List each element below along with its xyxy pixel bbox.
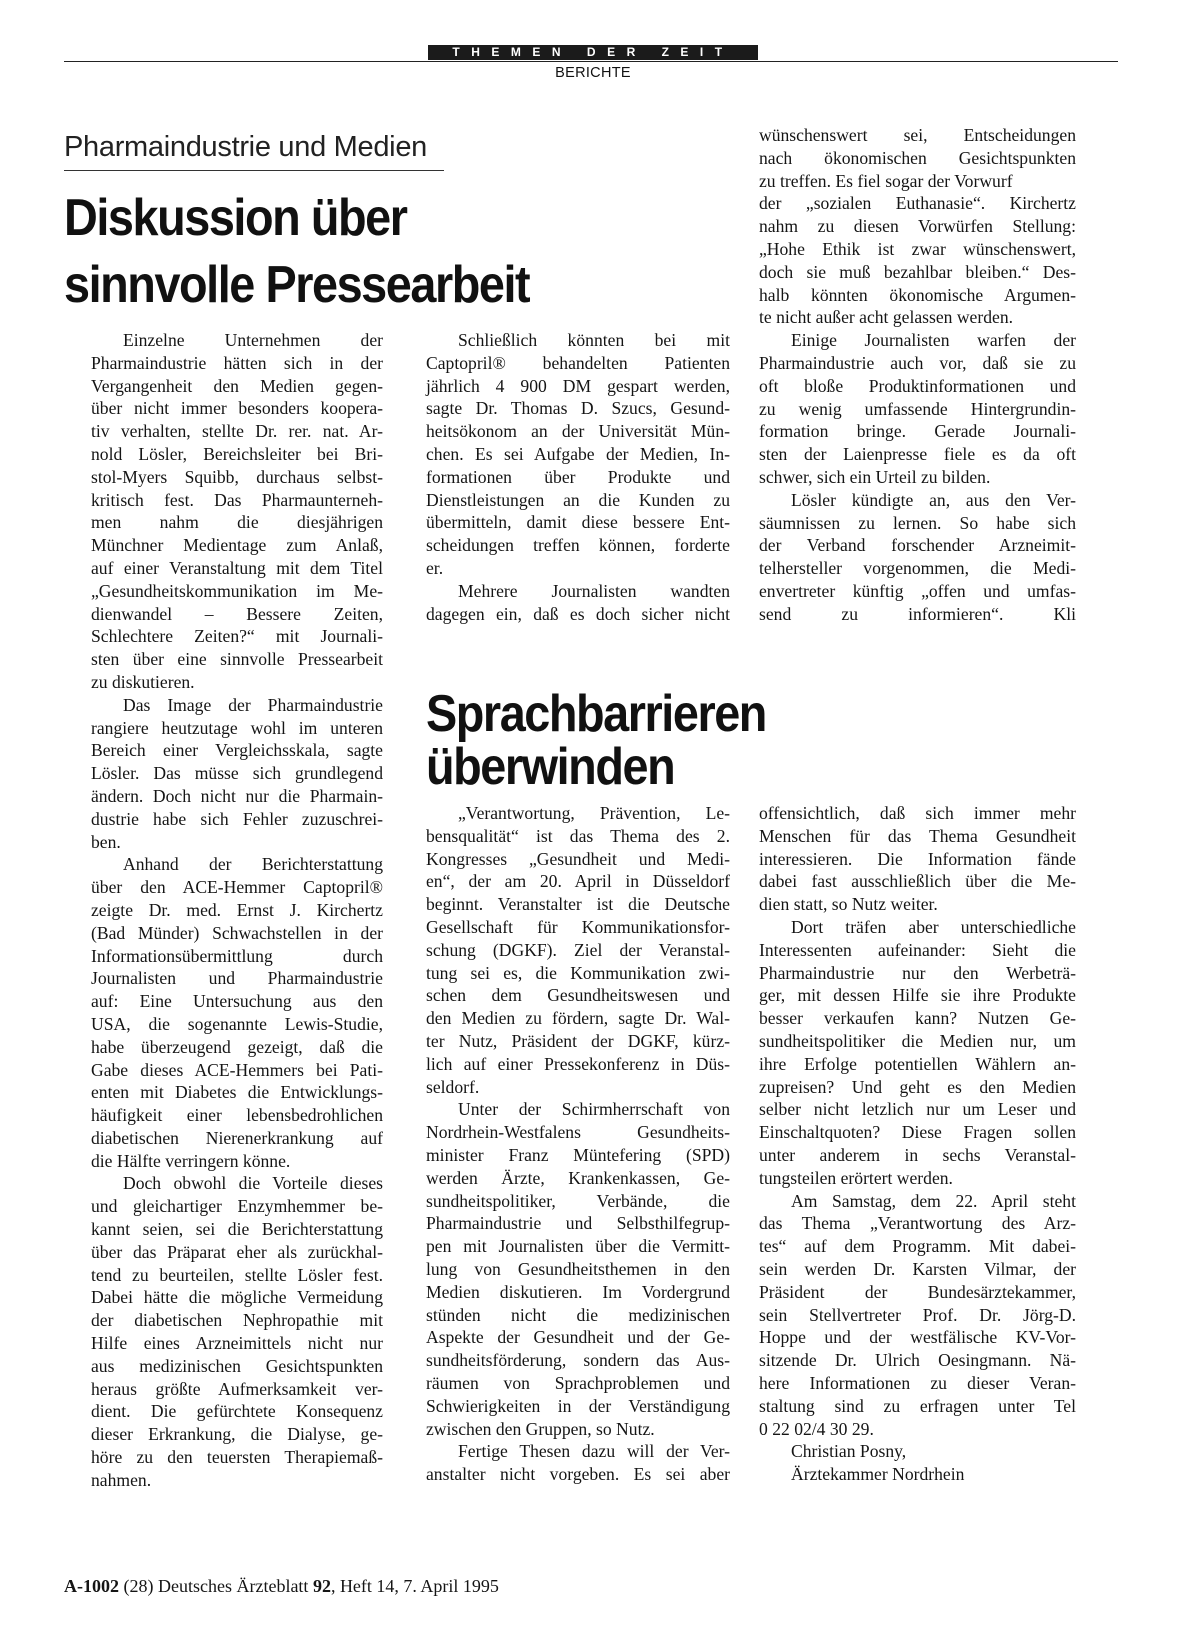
text-line: 0 22 02/4 30 29. (759, 1418, 874, 1439)
text-line: (Bad Münder) Schwachstellen in der (91, 922, 383, 943)
text-line: Am Samstag, dem 22. April steht (791, 1190, 1076, 1211)
text-line: das Thema „Verantwortung des Arz- (759, 1213, 1076, 1234)
text-line: dieser Erkrankung, die Dialyse, ge- (91, 1424, 383, 1445)
text-line: wünschenswert sei, Entscheidungen (759, 125, 1076, 145)
text-line: zupreisen? Und geht es den Medien (759, 1076, 1076, 1097)
text-line: Nordrhein-Westfalens Gesundheits- (426, 1122, 730, 1143)
article1-column1 (91, 329, 383, 1492)
text-line: dagegen ein, daß es doch sicher nicht (426, 603, 730, 624)
header-rule (64, 61, 1118, 62)
article1-title-line2: sinnvolle Pressearbeit (64, 256, 530, 314)
article2-title-line1: Sprachbarrieren (426, 685, 766, 743)
text-line: Interessenten aufeinander: Sieht die (759, 939, 1076, 960)
text-line: tungsteilen erörtert werden. (759, 1167, 953, 1188)
text-line: Präsident der Bundesärztekammer, (759, 1281, 1076, 1302)
text-line: Gesellschaft für Kommunikationsfor- (426, 916, 730, 937)
text-line: minister Franz Müntefering (SPD) (426, 1144, 730, 1165)
text-line: selber nicht letzlich nur um Leser und (759, 1099, 1076, 1120)
text-line: Dienstleistungen an die Kunden zu (426, 489, 730, 510)
text-line: Pharmaindustrie nur den Werbeträ- (759, 962, 1076, 983)
text-line: dien statt, so Nutz weiter. (759, 894, 938, 915)
text-line: habe überzeugend gezeigt, daß die (91, 1036, 383, 1057)
text-line: Münchner Medientage zum Anlaß, (91, 535, 383, 556)
text-line: aus medizinischen Gesichtspunkten (91, 1355, 383, 1376)
text-line: halb könnten ökonomische Argumen- (759, 284, 1076, 305)
section-banner: THEMEN DER ZEIT (428, 45, 758, 60)
text-line: interessieren. Die Information fände (759, 848, 1076, 869)
text-line: Bereich einer Vergleichsskala, sagte (91, 740, 383, 761)
text-line: telhersteller vorgenommen, die Medi- (759, 558, 1076, 579)
text-line: „Hohe Ethik ist zwar wünschenswert, (759, 238, 1076, 259)
text-line: „Verantwortung, Prävention, Le- (458, 803, 730, 823)
text-line: Captopril® behandelten Patienten (426, 352, 730, 373)
text-line: ger, mit dessen Hilfe sie ihre Produkte (759, 985, 1076, 1006)
text-line: tiv verhalten, stellte Dr. rer. nat. Ar- (91, 421, 383, 442)
text-line: ihre Erfolge potentiellen Wählern an- (759, 1053, 1076, 1074)
text-line: staltung sind zu erfragen unter Tel (759, 1395, 1076, 1416)
text-line: tend zu beurteilen, stellte Lösler fest. (91, 1264, 383, 1285)
text-line: tung sei es, die Kommunikation zwi- (426, 962, 730, 983)
article2-column2 (426, 802, 730, 1486)
text-line: „Gesundheitskommunikation im Me- (91, 580, 383, 601)
text-line: Dort träfen aber unterschiedliche (791, 916, 1076, 937)
text-line: nold Lösler, Bereichsleiter bei Bri- (91, 443, 383, 464)
text-line: oft bloße Produktinformationen und (759, 375, 1076, 396)
text-line: anstalter nicht vorgeben. Es sei aber (426, 1464, 730, 1485)
text-line: Aspekte der Gesundheit und der Ge- (426, 1327, 730, 1348)
text-line: die Hälfte verringern könne. (91, 1150, 291, 1171)
text-line: ter Nutz, Präsident der DGKF, kürz- (426, 1030, 730, 1051)
article2-column3 (759, 802, 1076, 1486)
text-line: Informationsübermittlung durch (91, 945, 383, 966)
text-line: ben. (91, 831, 121, 852)
text-line: über nicht immer besonders koopera- (91, 398, 383, 419)
text-line: Hilfe eines Arzneimittels nicht nur (91, 1333, 383, 1354)
text-line: offensichtlich, daß sich immer mehr (759, 803, 1076, 823)
text-line: Mehrere Journalisten wandten (458, 580, 730, 601)
text-line: sundheitsförderung, sondern das Aus- (426, 1350, 730, 1371)
text-line: Unter der Schirmherrschaft von (458, 1099, 730, 1120)
text-line: sein Stellvertreter Prof. Dr. Jörg-D. (759, 1304, 1076, 1325)
text-line: lich auf einer Pressekonferenz in Düs- (426, 1053, 730, 1074)
text-line: stünden nicht die medizinischen (426, 1304, 730, 1325)
text-line: jährlich 4 900 DM gespart werden, (426, 375, 730, 396)
text-line: beginnt. Veranstalter ist die Deutsche (426, 894, 730, 915)
text-line: auf: Eine Untersuchung aus den (91, 991, 383, 1012)
text-line: zu diskutieren. (91, 671, 195, 692)
text-line: men nahm die diesjährigen (91, 512, 383, 533)
text-line: nahm zu diesen Vorwürfen Stellung: (759, 216, 1076, 237)
text-line: und gleichartiger Enzymhemmer be- (91, 1196, 383, 1217)
text-line: Einschaltquoten? Diese Fragen sollen (759, 1122, 1076, 1143)
text-line: formationen über Produkte und (426, 466, 730, 487)
article1-column2 (426, 329, 730, 625)
text-line: räumen von Sprachproblemen und (426, 1372, 730, 1393)
footer-volume: 92 (312, 1576, 331, 1596)
text-line: er. (426, 557, 444, 578)
text-line: dabei fast ausschließlich über die Me- (759, 871, 1076, 892)
text-line: lung von Gesundheitsthemen in den (426, 1258, 730, 1279)
text-line: Dabei hätte die mögliche Vermeidung (91, 1287, 383, 1308)
text-line: Ärztekammer Nordrhein (791, 1464, 965, 1485)
text-line: chen. Es sei Aufgabe der Medien, In- (426, 443, 730, 464)
text-line: stol-Myers Squibb, durchaus selbst- (91, 466, 383, 487)
page-footer (64, 1576, 499, 1597)
text-line: häufigkeit einer lebensbedrohlichen (91, 1105, 383, 1126)
text-line: Schließlich könnten bei mit (458, 330, 730, 350)
text-line: Fertige Thesen dazu will der Ver- (458, 1441, 730, 1462)
text-line: kannt seien, sei die Berichterstattung (91, 1219, 383, 1240)
text-line: diabetischen Nierenerkrankung auf (91, 1127, 383, 1148)
text-line: schwer, sich ein Urteil zu bilden. (759, 466, 991, 487)
text-line: sundheitspolitiker die Medien nur, um (759, 1030, 1076, 1051)
text-line: Hoppe und der westfälische KV-Vor- (759, 1327, 1076, 1348)
text-line: doch sie muß bezahlbar bleiben.“ Des- (759, 261, 1076, 282)
text-line: enten mit Diabetes die Entwicklungs- (91, 1082, 383, 1103)
text-line: schung (DGKF). Ziel der Veranstal- (426, 939, 730, 960)
text-line: auf einer Veranstaltung mit dem Titel (91, 557, 383, 578)
article1-kicker: Pharmaindustrie und Medien (64, 131, 427, 163)
text-line: te nicht außer acht gelassen werden. (759, 307, 1014, 328)
text-line: sein werden Dr. Karsten Vilmar, der (759, 1258, 1076, 1279)
text-line: Christian Posny, (791, 1441, 907, 1462)
text-line: säumnissen zu lernen. So habe sich (759, 512, 1076, 533)
text-line: bensqualität“ ist das Thema des 2. (426, 825, 730, 846)
text-line: nahmen. (91, 1469, 152, 1490)
text-line: sten über eine sinnvolle Pressearbeit (91, 649, 383, 670)
text-line: nach ökonomischen Gesichtspunkten (759, 147, 1076, 168)
text-line: Einige Journalisten warfen der (791, 330, 1076, 351)
text-line: ändern. Doch nicht nur die Pharmain- (91, 785, 383, 806)
text-line: unter anderem in sechs Veranstal- (759, 1144, 1076, 1165)
text-line: besser verkaufen kann? Nutzen Ge- (759, 1008, 1076, 1029)
text-line: Menschen für das Thema Gesundheit (759, 825, 1076, 846)
text-line: über den ACE-Hemmer Captopril® (91, 877, 383, 898)
kicker-rule (64, 170, 444, 171)
text-line: Einzelne Unternehmen der (123, 330, 383, 350)
text-line: Schwierigkeiten in der Verständigung (426, 1395, 730, 1416)
text-line: Lösler. Das müsse sich grundlegend (91, 763, 383, 784)
text-line: der Verband forschender Arzneimit- (759, 535, 1076, 556)
text-line: Journalisten und Pharmaindustrie (91, 968, 383, 989)
text-line: heitsökonom an der Universität Mün- (426, 421, 730, 442)
article1-title-line1: Diskussion über (64, 189, 407, 247)
text-line: Schlechtere Zeiten?“ mit Journali- (91, 626, 383, 647)
text-line: pen mit Journalisten über die Vermitt- (426, 1236, 730, 1257)
text-line: en“, der am 20. April in Düsseldorf (426, 871, 730, 892)
footer-page-number: A-1002 (64, 1576, 119, 1596)
text-line: Pharmaindustrie hätten sich in der (91, 352, 383, 373)
text-line: rangiere heutzutage wohl im unteren (91, 717, 383, 738)
text-line: über das Präparat eher als zurückhal- (91, 1241, 383, 1262)
text-line: Das Image der Pharmaindustrie (123, 694, 383, 715)
text-line: zu treffen. Es fiel sogar der Vorwurf (759, 170, 1013, 191)
text-line: Kongresses „Gesundheit und Medi- (426, 848, 730, 869)
footer-journal: (28) Deutsches Ärzteblatt (123, 1576, 309, 1596)
text-line: envertreter künftig „offen und umfas- (759, 580, 1076, 601)
text-line: heraus größte Aufmerksamkeit ver- (91, 1378, 383, 1399)
text-line: zu wenig umfassende Hintergrundin- (759, 398, 1076, 419)
text-line: übermitteln, damit diese bessere Ent- (426, 512, 730, 533)
text-line: Medien diskutieren. Im Vordergrund (426, 1281, 730, 1302)
text-line: sten der Laienpresse fiele es da oft (759, 444, 1076, 465)
text-line: werden Ärzte, Krankenkassen, Ge- (426, 1167, 730, 1188)
text-line: sundheitspolitiker, Verbände, die (426, 1190, 730, 1211)
text-line: tes“ auf dem Programm. Mit dabei- (759, 1236, 1076, 1257)
article2-title-line2: überwinden (426, 738, 675, 796)
text-line: sitzende Dr. Ulrich Oesingmann. Nä- (759, 1350, 1076, 1371)
text-line: kritisch fest. Das Pharmaunterneh- (91, 489, 383, 510)
article1-column3 (759, 124, 1076, 626)
text-line: send zu informieren“. Kli (759, 603, 1076, 624)
text-line: den Medien zu fördern, sagte Dr. Wal- (426, 1008, 730, 1029)
text-line: höre zu den teuersten Therapiemaß- (91, 1447, 383, 1468)
text-line: scheidungen treffen können, forderte (426, 535, 730, 556)
text-line: USA, die sogenannte Lewis-Studie, (91, 1013, 383, 1034)
text-line: Anhand der Berichterstattung (123, 854, 383, 875)
text-line: schen dem Gesundheitswesen und (426, 985, 730, 1006)
text-line: Pharmaindustrie und Selbsthilfegrup- (426, 1213, 730, 1234)
text-line: dustrie habe sich Fehler zuzuschrei- (91, 808, 383, 829)
text-line: zeigte Dr. med. Ernst J. Kirchertz (91, 899, 383, 920)
text-line: here Informationen zu dieser Veran- (759, 1372, 1076, 1393)
text-line: der „sozialen Euthanasie“. Kirchertz (759, 193, 1076, 214)
text-line: der diabetischen Nephropathie mit (91, 1310, 383, 1331)
text-line: Lösler kündigte an, aus den Ver- (791, 489, 1076, 510)
text-line: Doch obwohl die Vorteile dieses (123, 1173, 383, 1194)
text-line: Gabe dieses ACE-Hemmers bei Pati- (91, 1059, 383, 1080)
text-line: Vergangenheit den Medien gegen- (91, 375, 383, 396)
text-line: sagte Dr. Thomas D. Szucs, Gesund- (426, 398, 730, 419)
footer-issue: , Heft 14, 7. April 1995 (330, 1576, 499, 1596)
text-line: formation bringe. Gerade Journali- (759, 421, 1076, 442)
text-line: Pharmaindustrie auch vor, daß sie zu (759, 352, 1076, 373)
text-line: dienwandel – Bessere Zeiten, (91, 603, 383, 624)
text-line: seldorf. (426, 1076, 480, 1097)
text-line: zwischen den Gruppen, so Nutz. (426, 1418, 655, 1439)
text-line: dient. Die gefürchtete Konsequenz (91, 1401, 383, 1422)
section-subtitle: BERICHTE (555, 65, 631, 81)
